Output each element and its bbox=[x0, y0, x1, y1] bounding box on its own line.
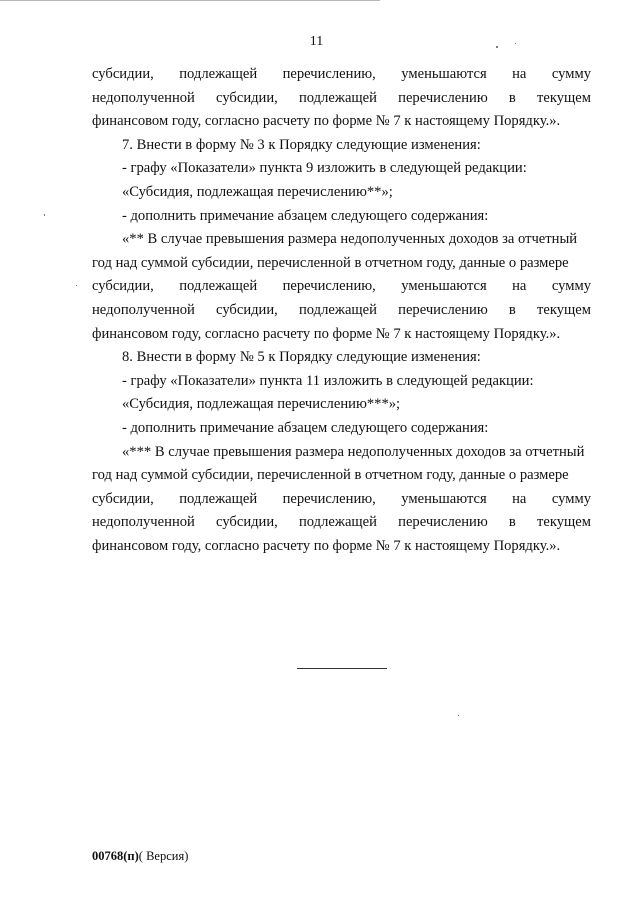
closing-separator-line bbox=[297, 668, 387, 669]
text-line bbox=[92, 63, 591, 87]
word: перечислению, bbox=[282, 490, 376, 507]
word: перечислению bbox=[398, 301, 488, 318]
scan-speck bbox=[515, 43, 516, 44]
word: подлежащей bbox=[299, 301, 377, 318]
text-line: - графу «Показатели» пункта 9 изложить в следующей редакции: bbox=[122, 160, 527, 177]
scan-speck bbox=[44, 214, 45, 216]
text-line: «Субсидия, подлежащая перечислению**»; bbox=[122, 183, 393, 200]
word: уменьшаются bbox=[401, 66, 487, 82]
word: субсидии, bbox=[92, 66, 154, 82]
text-line bbox=[92, 275, 591, 299]
text-line: - дополнить примечание абзацем следующего содержания: bbox=[122, 419, 489, 436]
word: текущем bbox=[537, 514, 591, 531]
text-line: 8. Внести в форму № 5 к Порядку следующие изменения: bbox=[122, 349, 481, 366]
document-footer bbox=[92, 849, 188, 863]
page-number: 11 bbox=[309, 34, 324, 49]
text-line: «*** В случае превышения размера недополученных доходов за отчетный bbox=[122, 443, 585, 460]
word: подлежащей bbox=[179, 66, 258, 82]
word: перечислению bbox=[398, 514, 488, 531]
word: субсидии, bbox=[216, 514, 278, 531]
word: недополученной bbox=[92, 301, 195, 318]
word: недополученной bbox=[92, 514, 195, 531]
word: на bbox=[512, 66, 527, 82]
word: субсидии, bbox=[216, 301, 278, 318]
text-line: «** В случае превышения размера недополученных доходов за отчетный bbox=[122, 231, 578, 248]
text-line: «Субсидия, подлежащая перечислению***»; bbox=[122, 396, 401, 413]
text-line: год над суммой субсидии, перечисленной в отчетном году, данные о размере bbox=[92, 467, 569, 484]
word: текущем bbox=[537, 89, 591, 106]
word: сумму bbox=[551, 66, 591, 82]
text-line: - дополнить примечание абзацем следующего содержания: bbox=[122, 207, 489, 224]
word: перечислению, bbox=[282, 278, 376, 295]
word: перечислению, bbox=[282, 66, 376, 82]
document-body bbox=[92, 63, 591, 558]
word: подлежащей bbox=[179, 278, 258, 295]
word: в bbox=[508, 514, 516, 531]
scan-speck bbox=[458, 715, 459, 716]
text-line: год над суммой субсидии, перечисленной в отчетном году, данные о размере bbox=[92, 254, 569, 271]
word: сумму bbox=[551, 490, 591, 507]
footer-document-code: 00768(п) bbox=[92, 849, 139, 863]
word: сумму bbox=[551, 278, 591, 295]
text-line bbox=[92, 488, 591, 512]
word: текущем bbox=[537, 301, 591, 318]
word: субсидии, bbox=[92, 278, 154, 295]
text-line bbox=[92, 299, 591, 323]
text-line: финансовом году, согласно расчету по форме № 7 к настоящему Порядку.». bbox=[92, 325, 561, 342]
word: на bbox=[512, 490, 527, 507]
word: в bbox=[508, 89, 516, 106]
word: в bbox=[508, 301, 516, 318]
text-line bbox=[92, 511, 591, 535]
word: недополученной bbox=[92, 89, 195, 106]
text-line: финансовом году, согласно расчету по форме № 7 к настоящему Порядку.». bbox=[92, 113, 561, 130]
text-line: финансовом году, согласно расчету по форме № 7 к настоящему Порядку.». bbox=[92, 537, 561, 554]
word: подлежащей bbox=[299, 514, 377, 531]
word: субсидии, bbox=[216, 89, 278, 106]
text-line: 7. Внести в форму № 3 к Порядку следующие изменения: bbox=[122, 136, 481, 153]
scan-speck bbox=[76, 285, 77, 286]
word: подлежащей bbox=[179, 490, 258, 507]
word: на bbox=[512, 278, 527, 295]
word: уменьшаются bbox=[401, 278, 487, 295]
scan-speck bbox=[496, 46, 498, 48]
word: перечислению bbox=[398, 89, 488, 106]
footer-version-label: ( Версия) bbox=[138, 849, 189, 863]
scan-top-rule bbox=[0, 0, 380, 1]
word: субсидии, bbox=[92, 490, 154, 507]
text-line bbox=[92, 87, 591, 111]
text-line: - графу «Показатели» пункта 11 изложить в следующей редакции: bbox=[122, 372, 534, 389]
word: уменьшаются bbox=[401, 490, 487, 507]
word: подлежащей bbox=[299, 89, 377, 106]
